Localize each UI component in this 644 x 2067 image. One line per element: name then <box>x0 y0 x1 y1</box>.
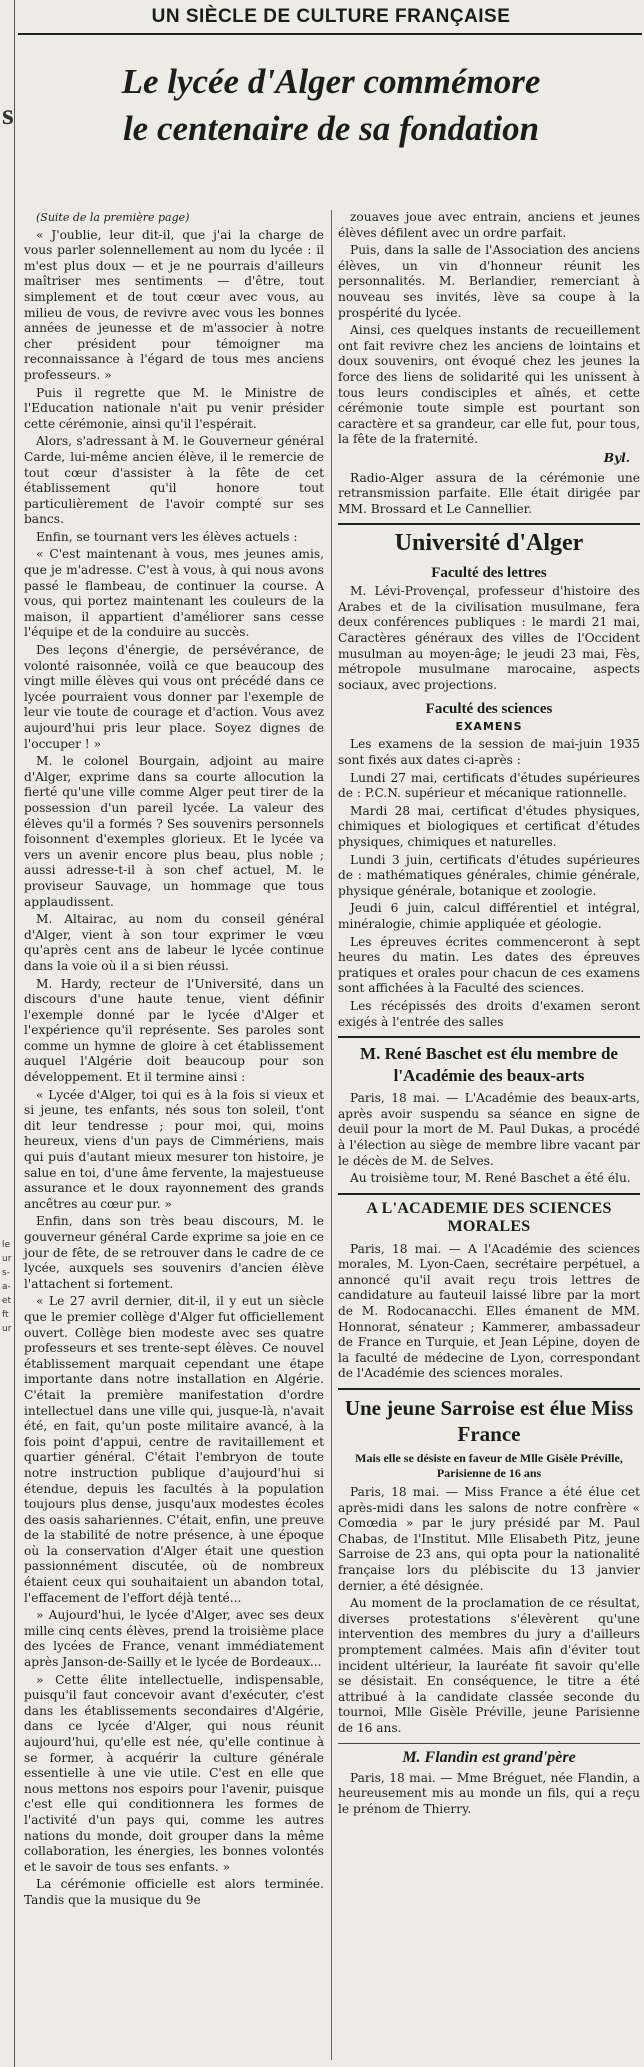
paragraph: Au troisième tour, M. René Baschet a été élu. <box>350 1171 631 1186</box>
paragraph: Lundi 3 juin, certificats d'études supérieures de : mathématiques générales, chimie générale, physique générale, botanique et zoologie. <box>338 852 640 898</box>
section-rule <box>338 1193 640 1195</box>
paragraph: zouaves joue avec entrain, anciens et jeunes élèves défilent avec un ordre parfait. <box>338 210 640 240</box>
paragraph: » Cette élite intellectuelle, indispensable, puisqu'il faut concevoir avant d'exécuter, c'est dans les établissements secondaires d'Algérie, dans ce lycée d'Alger, qui nous réunit aujourd'hui, qu'elle est née, qu'elle continue à se former, à acquérir la culture générale essentielle à une vie utile. C'est en elle que nous mettons nos espoirs pour l'avenir, puisque c'est elle qui conditionnera les formes de l'activité d'un pays qui, comme les autres nations du monde, doit grouper dans la même collaboration, les énergies, les bonnes volontés et le savoir de tous ses enfants. » <box>24 1672 324 1874</box>
baschet-title: M. René Baschet est élu membre de l'Académie des beaux-arts <box>360 1044 618 1086</box>
paragraph: M. Altairac, au nom du conseil général d'Alger, vient à son tour exprimer le vœu qu'après cent ans de labeur le lycée continue dans la voie où il a si bien réussi. <box>24 912 324 973</box>
headline-line-1: Le lycée d'Alger commémore <box>121 62 541 101</box>
paragraph: Paris, 18 mai. — A l'Académie des sciences morales, M. Lyon-Caen, secrétaire perpétuel, a annoncé qu'il avait reçu trois lettres de candidature au fauteuil laissé libre par la mort de M. Rodocanacchi. Elles émanent de MM. Honnorat, sénateur ; Kammerer, ambassadeur de France en Turquie, et Jean Lépine, doyen de la faculté de médecine de Lyon, correspondant de l'Académie des sciences morales. <box>338 1241 640 1381</box>
miss-france-title: Une jeune Sarroise est élue Miss France <box>344 1396 634 1447</box>
paragraph: Alors, s'adressant à M. le Gouverneur général Carde, lui-même ancien élève, il le remercie de tout cœur d'assister à la fête de cet établissement qu'il honore tout particulièrement de l'avoir compté sur ses bancs. <box>24 434 324 527</box>
paragraph: Les récépissés des droits d'examen seront exigés à l'entrée des salles <box>338 998 640 1029</box>
gutter-fragment: et <box>2 1296 12 1306</box>
paragraph: Mardi 28 mai, certificat d'études physiques, chimiques et biologiques et certificat d'études physiques, chimiques et naturelles. <box>338 803 640 849</box>
gutter-fragment: s <box>2 98 14 131</box>
paragraph: Jeudi 6 juin, calcul différentiel et intégral, minéralogie, chimie appliquée et géologie. <box>338 901 640 931</box>
paragraph: » Aujourd'hui, le lycée d'Alger, avec ses deux mille cinq cents élèves, prend la troisième place des lycées de France, venant immédiatement après Janson-de-Sailly et le lycée de Bordeaux... <box>24 1608 324 1670</box>
gutter-fragment: s- <box>2 1268 10 1278</box>
paragraph: M. Hardy, recteur de l'Université, dans un discours d'une haute tenue, vient définir l'exemple donné par le lycée d'Alger et l'expérience qu'il représente. Ses paroles sont comme un hymne de gloire à cet établissement auquel l'Algérie doit beaucoup pour son développement. Et il termine ainsi : <box>24 976 324 1085</box>
paragraph: Des leçons d'énergie, de persévérance, de volonté raisonnée, voilà ce que beaucoup des vingt mille élèves qui vous ont précédé dans ce lycée pourraient vous donner par l'exemple de leur vie toute de courage et d'action. Vous avez aujourd'hui pris leur place. Soyez dignes de l'occuper ! » <box>24 643 324 751</box>
gutter-fragment: ft <box>2 1310 9 1320</box>
paragraph: Puis il regrette que M. le Ministre de l'Education nationale n'ait pu venir présider cette cérémonie, ainsi qu'il l'espérait. <box>24 385 324 431</box>
paragraph: Paris, 18 mai. — Miss France a été élue cet après-midi dans les salons de notre confrère « Comœdia » par le jury présidé par M. Paul Chabas, de l'Institut. Mlle Elisabeth Pitz, jeune Sarroise de 23 ans, qui opta pour la nationalité française lors du plébiscite du 13 janvier dernier, a été désignée. <box>338 1485 640 1593</box>
headline <box>18 58 644 152</box>
paragraph: « J'oublie, leur dit-il, que j'ai la charge de vous parler solennellement au nom du lycée : il m'est plus doux — et je ne pourrais d'ailleurs maîtriser mes sentiments — d'être, tout simplement et de tout cœur avec vous, au milieu de vous, de revivre avec vous les bonnes années de jeunesse et de m'associer à notre cher président pour témoigner ma reconnaissance à l'égard de tous mes anciens professeurs. » <box>24 227 324 382</box>
paragraph: Enfin, se tournant vers les élèves actuels : <box>36 529 298 544</box>
article-column-right <box>338 210 640 1819</box>
flandin-title: M. Flandin est grand'père <box>402 1748 576 1766</box>
miss-france-deck: Mais elle se désiste en faveur de Mlle Gisèle Préville, Parisienne de 16 ans <box>355 1451 623 1481</box>
paragraph: Enfin, dans son très beau discours, M. le gouverneur général Carde exprime sa joie en ce jour de fête, de se retrouver dans le cadre de ce lycée, auxquels ses souvenirs d'ancien élève l'attachent si fortement. <box>24 1214 324 1291</box>
gutter-fragment: le <box>2 1240 11 1250</box>
paragraph: La cérémonie officielle est alors terminée. Tandis que la musique du 9e <box>24 1877 324 1907</box>
sciences-kicker: EXAMENS <box>455 720 523 734</box>
paragraph: M. le colonel Bourgain, adjoint au maire d'Alger, exprime dans sa courte allocution la fierté qu'une ville comme Alger peut tirer de la possession d'un pareil lycée. La valeur des élèves qu'il a formés ? Ses souvenirs personnels foisonnent d'exemples glorieux. Et le lycée va vers un avenir encore plus beau, plus noble ; aussi adresse-t-il à son chef actuel, M. le proviseur Sauvage, un hommage que tous applaudissent. <box>24 754 324 909</box>
paragraph: Les examens de la session de mai-juin 1935 sont fixés aux dates ci-après : <box>338 737 640 768</box>
section-rule <box>338 523 640 525</box>
paragraph: Puis, dans la salle de l'Association des anciens élèves, un vin d'honneur réunit les personnalités. M. Berlandier, remerciant à nouveau ses invités, lève sa coupe à la prospérité du lycée. <box>338 243 640 320</box>
column-divider <box>331 210 332 2060</box>
lettres-title: Faculté des lettres <box>431 565 547 582</box>
radio-note: Radio-Alger assura de la cérémonie une retransmission parfaite. Elle était dirigée par MM. Brossard et Le Cannellier. <box>338 470 640 516</box>
headline-line-2: le centenaire de sa fondation <box>122 109 540 148</box>
section-rubric: UN SIÈCLE DE CULTURE FRANÇAISE <box>151 6 511 27</box>
byline: Byl. <box>603 450 630 465</box>
gutter-fragment: a- <box>2 1282 11 1292</box>
gutter-fragment: ur <box>2 1254 12 1264</box>
adjacent-column-fragment <box>0 0 15 2067</box>
lettres-text: M. Lévi-Provençal, professeur d'histoire des Arabes et de la civilisation musulmane, fera deux conférences publiques : le mardi 21 mai, Caractères généraux des villes de l'Occident musulman au moyen-âge; le jeudi 23 mai, Fès, métropole musulmane marocaine, aspects sociaux, avec projections. <box>338 584 640 692</box>
paragraph: « Lycée d'Alger, toi qui es à la fois si vieux et si jeune, tes enfants, nés sous ton soleil, t'ont dit leur tendresse ; pour moi, qui, moins heureux, viens d'un pays de Cimmériens, mais qui puis d'autant mieux mesurer ton histoire, je salue en toi, d'une âme fervente, la majestueuse assurance et le doux rayonnement des grands ancêtres au cœur pur. » <box>24 1087 324 1211</box>
rubric-rule <box>18 33 642 35</box>
section-rule <box>338 1743 640 1744</box>
paragraph: Ainsi, ces quelques instants de recueillement ont fait revivre chez les anciens de lointains et doux souvenirs, ont évoqué chez les jeunes la force des liens de solidarité qui les unissent à tous leurs condisciples et aînés, et cette cérémonie toute simple est pourtant son caractère et sa grandeur, car elle fut, pour tous, la fête de la fraternité. <box>338 323 640 447</box>
paragraph: Paris, 18 mai. — L'Académie des beaux-arts, après avoir suspendu sa séance en signe de deuil pour la mort de M. Paul Dukas, a procédé à l'élection au siège de membre libre vacant par le décès de M. de Selves. <box>338 1091 640 1168</box>
paragraph: Les épreuves écrites commenceront à sept heures du matin. Les dates des épreuves pratiques et orales pour chacun de ces examens sont affichées à la Faculté des sciences. <box>338 934 640 996</box>
paragraph: Lundi 27 mai, certificats d'études supérieures de : P.C.N. supérieur et mécanique rationnelle. <box>338 770 640 801</box>
continued-note: (Suite de la première page) <box>36 211 190 224</box>
paragraph: Au moment de la proclamation de ce résultat, diverses protestations s'élevèrent qu'une intervention des membres du jury a d'ailleurs promptement calmées. Mais afin d'éviter tout incident ultérieur, la lauréate fit savoir qu'elle se désistait. En conséquence, le titre a été attribué à la candidate classée seconde du tournoi, Mlle Gisèle Préville, jeune Parisienne de 16 ans. <box>338 1596 640 1735</box>
sciences-title: Faculté des sciences <box>425 701 553 718</box>
section-rule <box>338 1036 640 1038</box>
article-column-left <box>24 210 324 1911</box>
paragraph: « C'est maintenant à vous, mes jeunes amis, que je m'adresse. C'est à vous, à qui nous avons passé le flambeau, de continuer la course. A vous, qui portez maintenant les couleurs de la maison, il appartient d'améliorer sans cesse l'équipe et de la conduire au succès. <box>24 547 324 640</box>
paragraph: Paris, 18 mai. — Mme Bréguet, née Flandin, a heureusement mis au monde un fils, qui a reçu le prénom de Thierry. <box>338 1770 640 1816</box>
paragraph: « Le 27 avril dernier, dit-il, il y eut un siècle que le premier collège d'Alger fut officiellement ouvert. Collège bien modeste avec ses quatre professeurs et ses trente-sept élèves. Ce nouvel établissement marquait cependant une étape importante dans notre installation en Algérie. C'était la première manifestation d'ordre intellectuel dans une ville qui, jusque-là, n'avait été, en fait, qu'un poste militaire avancé, à la fois point d'appui, centre de ravitaillement et quartier général. C'était l'embryon de toute notre instruction publique d'aujourd'hui si étendue, depuis les facultés à la population toujours plus dense, jusqu'aux modestes écoles des oasis sahariennes. C'était, enfin, une preuve de la stabilité de notre présence, à une époque où la conservation d'Alger était une question passionnément discutée, où de nombreux étaient ceux qui souhaitaient un abandon total, l'effacement de l'effort déjà tenté... <box>24 1294 324 1605</box>
morales-title: A L'ACADEMIE DES SCIENCES MORALES <box>366 1199 612 1235</box>
gutter-fragment: ur <box>2 1324 12 1334</box>
universite-title: Université d'Alger <box>394 530 584 557</box>
section-rule <box>338 1388 640 1390</box>
